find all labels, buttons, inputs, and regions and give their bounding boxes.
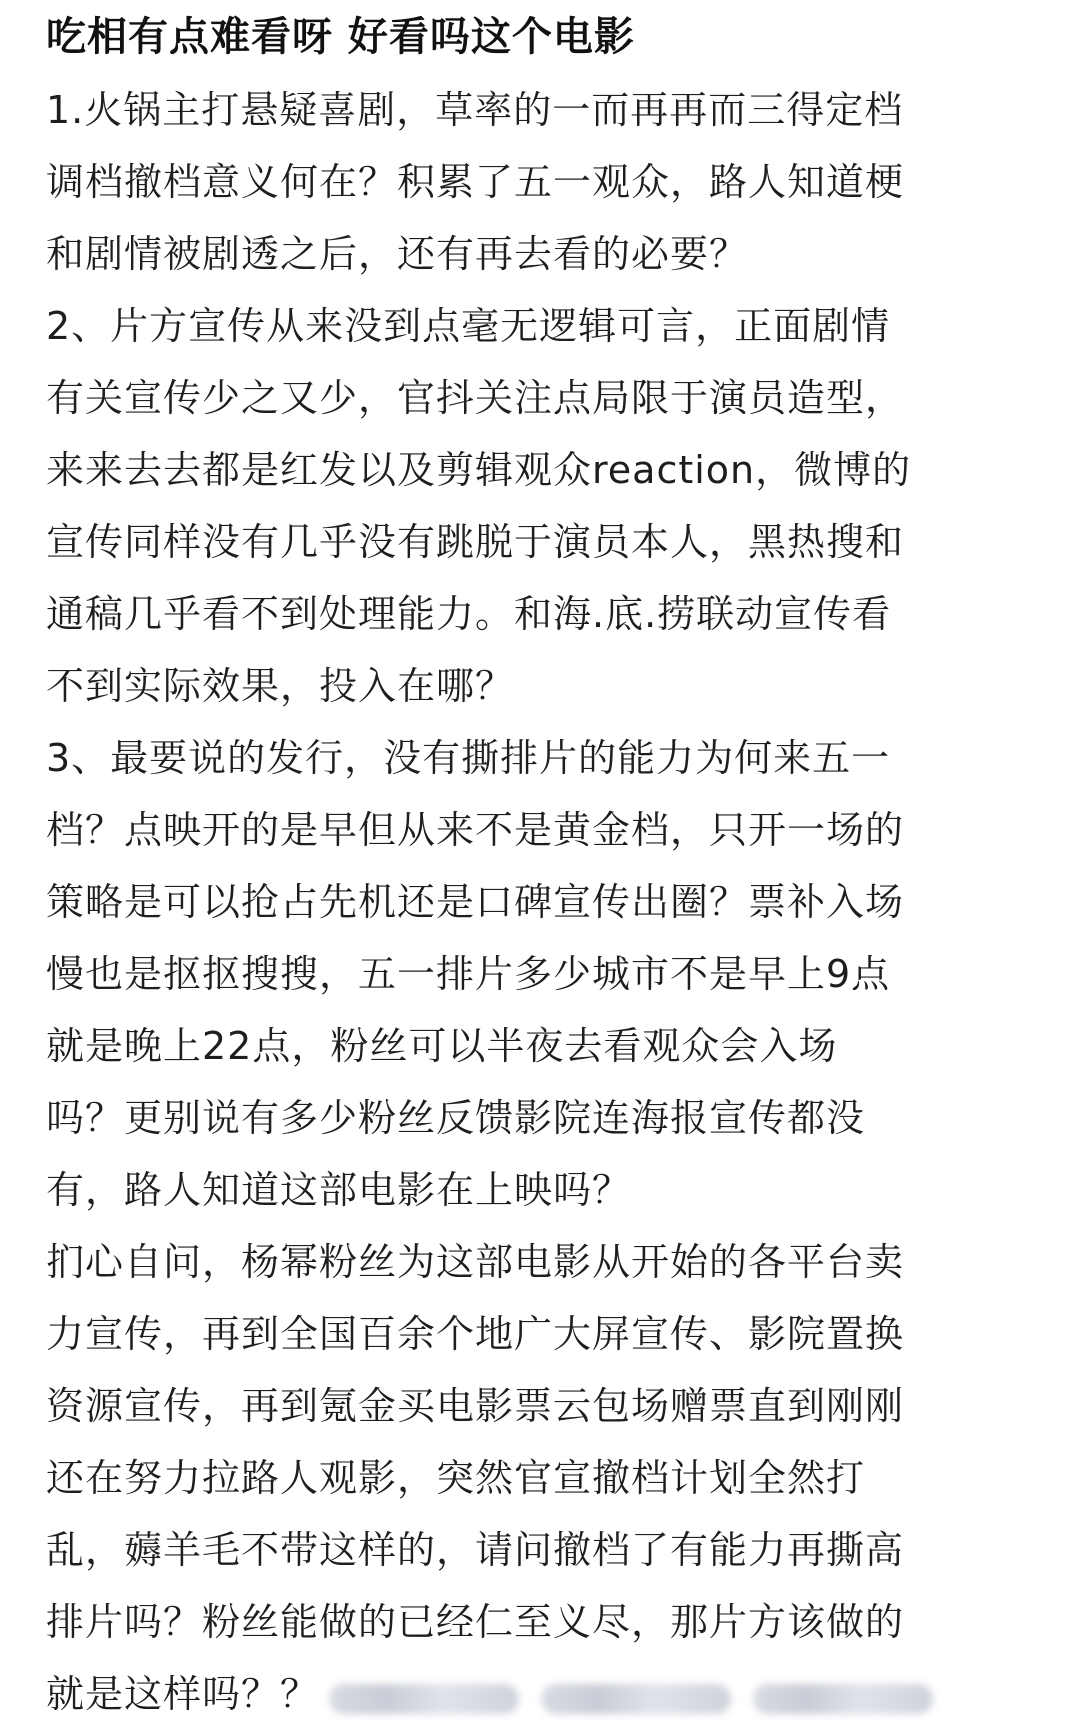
post-line: 3、最要说的发行，没有撕排片的能力为何来五一 [46,736,891,780]
post-title: 吃相有点难看呀 好看吗这个电影 [46,14,635,60]
redaction-blur [541,1684,731,1714]
redaction-blur [329,1684,519,1714]
post-line: 通稿几乎看不到处理能力。和海.底.捞联动宣传看 [46,592,892,636]
post-line: 1.火锅主打悬疑喜剧，草率的一而再再而三得定档 [46,88,904,132]
post-line: 扪心自问，杨幂粉丝为这部电影从开始的各平台卖 [46,1240,905,1284]
post-line: 资源宣传，再到氪金买电影票云包场赠票直到刚刚 [46,1384,905,1428]
post-line: 策略是可以抢占先机还是口碑宣传出圈？票补入场 [46,880,905,924]
post-line: 档？点映开的是早但从来不是黄金档，只开一场的 [46,808,905,852]
post-line: 慢也是抠抠搜搜，五一排片多少城市不是早上9点 [46,952,891,996]
post-last-line [46,1658,1046,1730]
post-line: 不到实际效果，投入在哪？ [46,664,515,708]
post-line: 有关宣传少之又少，官抖关注点局限于演员造型， [46,376,905,420]
post-line: 调档撤档意义何在？积累了五一观众，路人知道梗 [46,160,905,204]
post-line: 宣传同样没有几乎没有跳脱于演员本人，黑热搜和 [46,520,905,564]
redacted-watermark [329,1661,955,1733]
post-line: 还在努力拉路人观影，突然官宣撤档计划全然打 [46,1456,866,1500]
post [46,8,1046,1730]
post-line: 来来去去都是红发以及剪辑观众reaction，微博的 [46,448,912,492]
post-line: 力宣传，再到全国百余个地广大屏宣传、影院置换 [46,1312,905,1356]
redaction-blur [753,1684,933,1714]
post-line-text: 就是这样吗？？ [46,1672,320,1716]
post-line: 乱，薅羊毛不带这样的，请问撤档了有能力再撕高 [46,1528,905,1572]
post-line: 就是晚上22点，粉丝可以半夜去看观众会入场 [46,1024,838,1068]
post-line: 和剧情被剧透之后，还有再去看的必要？ [46,232,749,276]
post-line: 有，路人知道这部电影在上映吗？ [46,1168,632,1212]
post-body [46,74,1046,1730]
post-line: 排片吗？粉丝能做的已经仁至义尽，那片方该做的 [46,1600,905,1644]
post-line: 吗？更别说有多少粉丝反馈影院连海报宣传都没 [46,1096,866,1140]
post-line: 2、片方宣传从来没到点毫无逻辑可言，正面剧情 [46,304,891,348]
